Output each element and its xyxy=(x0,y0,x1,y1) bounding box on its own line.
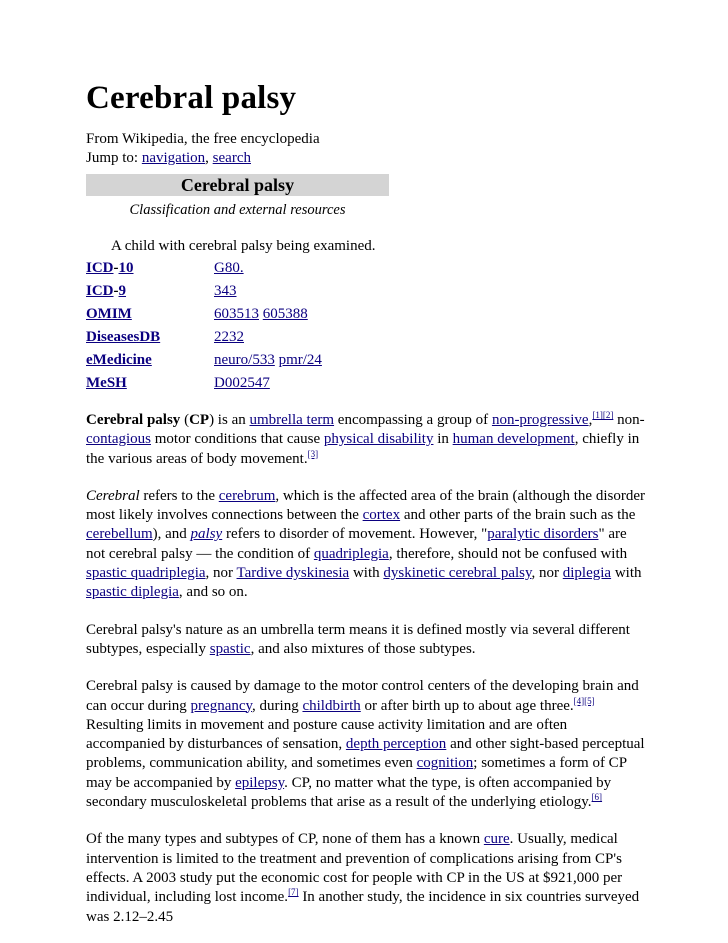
mesh-link[interactable]: MeSH xyxy=(86,375,127,391)
text: . Usually, medical intervention is limited to the treatment and prevention of complications arising from CP's effects. A 2003 study put the economic cost for people with CP in the US at $921,000 per individual, including lost income. xyxy=(86,831,623,906)
infobox-title: Cerebral palsy xyxy=(86,174,389,196)
text: non- xyxy=(613,412,645,428)
treatment-paragraph xyxy=(86,830,646,926)
infobox-value xyxy=(214,352,322,375)
spastic-diplegia-link[interactable]: spastic diplegia xyxy=(86,584,179,601)
infobox-image-caption: A child with cerebral palsy being examined. xyxy=(111,238,376,254)
site-tagline: From Wikipedia, the free encyclopedia xyxy=(86,131,320,147)
text: and other parts of the brain such as the xyxy=(400,507,636,524)
umbrella-term-link[interactable]: umbrella term xyxy=(249,412,335,428)
emedicine-code-link-1[interactable]: neuro/533 xyxy=(214,352,275,368)
term-italic: Cerebral xyxy=(86,487,140,504)
intro-paragraph xyxy=(86,411,646,469)
text: , and also mixtures of those subtypes. xyxy=(250,640,476,657)
diplegia-link[interactable]: diplegia xyxy=(562,565,612,582)
non-progressive-link[interactable]: non-progressive xyxy=(491,412,589,428)
text: , which is the affected area of the brain (although the disorder most likely involves connections between the xyxy=(86,487,645,524)
infobox-key: ICD-9 xyxy=(86,283,127,299)
infobox-value xyxy=(214,375,322,398)
infobox-key xyxy=(86,375,214,398)
citation-link[interactable]: [6] xyxy=(591,792,603,803)
infobox-key xyxy=(86,306,214,329)
text: , during xyxy=(252,697,303,714)
text: , xyxy=(588,412,593,428)
omim-link[interactable]: OMIM xyxy=(86,306,132,322)
infobox-key xyxy=(86,329,214,352)
text: or after birth up to about age three. xyxy=(360,697,574,714)
mesh-code-link[interactable]: D002547 xyxy=(214,375,270,391)
text: Cerebral palsy's nature as an umbrella term means it is defined mostly via several different subtypes, especially xyxy=(86,621,630,657)
citation-link[interactable]: [1][2] xyxy=(592,410,614,420)
infobox-key: ICD-10 xyxy=(86,260,134,276)
text: encompassing a group of xyxy=(334,412,492,428)
abbr-bold: CP xyxy=(189,412,210,428)
jump-to-line xyxy=(86,149,646,168)
text: . CP, no matter what the type, is often accompanied by secondary musculoskeletal problems that arise as a result of the underlying etiology. xyxy=(86,774,612,811)
palsy-link[interactable]: palsy xyxy=(190,526,223,543)
diseasesdb-link[interactable]: DiseasesDB xyxy=(86,329,161,345)
text: in xyxy=(433,431,453,448)
tardive-dyskinesia-link[interactable]: Tardive dyskinesia xyxy=(236,565,350,582)
dyskinetic-cerebral-palsy-link[interactable]: dyskinetic cerebral palsy xyxy=(383,565,532,582)
term-bold: Cerebral palsy xyxy=(86,412,181,428)
infobox-value xyxy=(214,283,322,306)
infobox-row-diseasesdb xyxy=(86,329,322,352)
search-link[interactable]: search xyxy=(212,150,251,166)
text: In another study, the incidence in six countries surveyed was 2.12–2.45 xyxy=(86,889,640,925)
infobox-row-icd10 xyxy=(86,260,322,283)
physical-disability-link[interactable]: physical disability xyxy=(323,431,434,448)
icd10-link[interactable]: 10 xyxy=(118,260,134,276)
icd9-link[interactable]: 9 xyxy=(118,283,127,299)
text: with xyxy=(611,565,642,582)
text: refers to disorder of movement. However, " xyxy=(222,526,488,543)
cortex-link[interactable]: cortex xyxy=(362,507,401,524)
spastic-link[interactable]: spastic xyxy=(209,640,251,657)
text: , nor xyxy=(205,565,237,582)
infobox-value xyxy=(214,306,322,329)
contagious-link[interactable]: contagious xyxy=(86,431,151,448)
icd-link[interactable]: ICD xyxy=(86,260,114,276)
cerebrum-link[interactable]: cerebrum xyxy=(218,487,276,504)
infobox-table xyxy=(86,260,322,398)
omim-code-link-1[interactable]: 603513 xyxy=(214,306,259,322)
text: motor conditions that cause xyxy=(151,431,324,448)
infobox-subtitle: Classification and external resources xyxy=(129,202,346,218)
text: ; sometimes a form of CP may be accompanied by xyxy=(86,755,627,791)
text: Cerebral palsy is caused by damage to the motor control centers of the developing brain and can occur during xyxy=(86,678,639,714)
pregnancy-link[interactable]: pregnancy xyxy=(190,697,253,714)
emedicine-code-link-2[interactable]: pmr/24 xyxy=(278,352,322,368)
subtypes-paragraph xyxy=(86,621,646,660)
text: ), and xyxy=(152,526,191,543)
diseasesdb-code-link[interactable]: 2232 xyxy=(214,329,244,345)
text: Of the many types and subtypes of CP, none of them has a known xyxy=(86,831,484,848)
cerebellum-link[interactable]: cerebellum xyxy=(86,526,153,543)
infobox-key xyxy=(86,352,214,375)
citation-link[interactable]: [4][5] xyxy=(573,695,595,706)
epilepsy-link[interactable]: epilepsy xyxy=(235,774,285,791)
etymology-paragraph xyxy=(86,487,646,603)
page-title: Cerebral palsy xyxy=(86,80,297,116)
cognition-link[interactable]: cognition xyxy=(416,755,474,772)
text: Resulting limits in movement and posture cause activity limitation and are often accompanied by disturbances of sensation, xyxy=(86,716,568,753)
quadriplegia-link[interactable]: quadriplegia xyxy=(313,545,389,562)
infobox-row-omim xyxy=(86,306,322,329)
navigation-link[interactable]: navigation xyxy=(141,150,206,166)
infobox-value xyxy=(214,329,322,352)
text: with xyxy=(349,565,384,582)
icd-link[interactable]: ICD xyxy=(86,283,114,299)
infobox-value xyxy=(214,260,322,283)
text: , chiefly in the various areas of body movement. xyxy=(86,431,640,467)
text: , nor xyxy=(531,565,563,582)
jump-to-label: Jump to: xyxy=(86,150,142,166)
text: ) is an xyxy=(209,412,250,428)
causes-paragraph xyxy=(86,677,646,812)
icd10-code-link[interactable]: G80. xyxy=(214,260,244,276)
human-development-link[interactable]: human development xyxy=(452,431,575,448)
text: , and so on. xyxy=(178,584,248,601)
article xyxy=(86,78,646,927)
citation-link[interactable]: [3] xyxy=(307,448,319,459)
cure-link[interactable]: cure xyxy=(483,831,510,848)
citation-link[interactable]: [7] xyxy=(288,887,299,898)
text: refers to the xyxy=(139,487,219,504)
infobox-row-mesh xyxy=(86,375,322,398)
spastic-quadriplegia-link[interactable]: spastic quadriplegia xyxy=(86,565,206,582)
text: " are not cerebral palsy — the condition of xyxy=(86,526,627,562)
text: , therefore, should not be confused with xyxy=(388,545,628,562)
emedicine-link[interactable]: eMedicine xyxy=(86,352,152,368)
text: and other sight-based perceptual problems, communication ability, and sometimes even xyxy=(86,736,645,772)
infobox-row-emedicine xyxy=(86,352,322,375)
text: ( xyxy=(180,412,190,428)
icd9-code-link[interactable]: 343 xyxy=(214,283,237,299)
paralytic-disorders-link[interactable]: paralytic disorders xyxy=(487,526,599,543)
depth-perception-link[interactable]: depth perception xyxy=(345,736,447,753)
jump-separator: , xyxy=(205,150,213,166)
omim-code-link-2[interactable]: 605388 xyxy=(262,306,308,322)
childbirth-link[interactable]: childbirth xyxy=(302,697,361,714)
infobox-row-icd9 xyxy=(86,283,322,306)
